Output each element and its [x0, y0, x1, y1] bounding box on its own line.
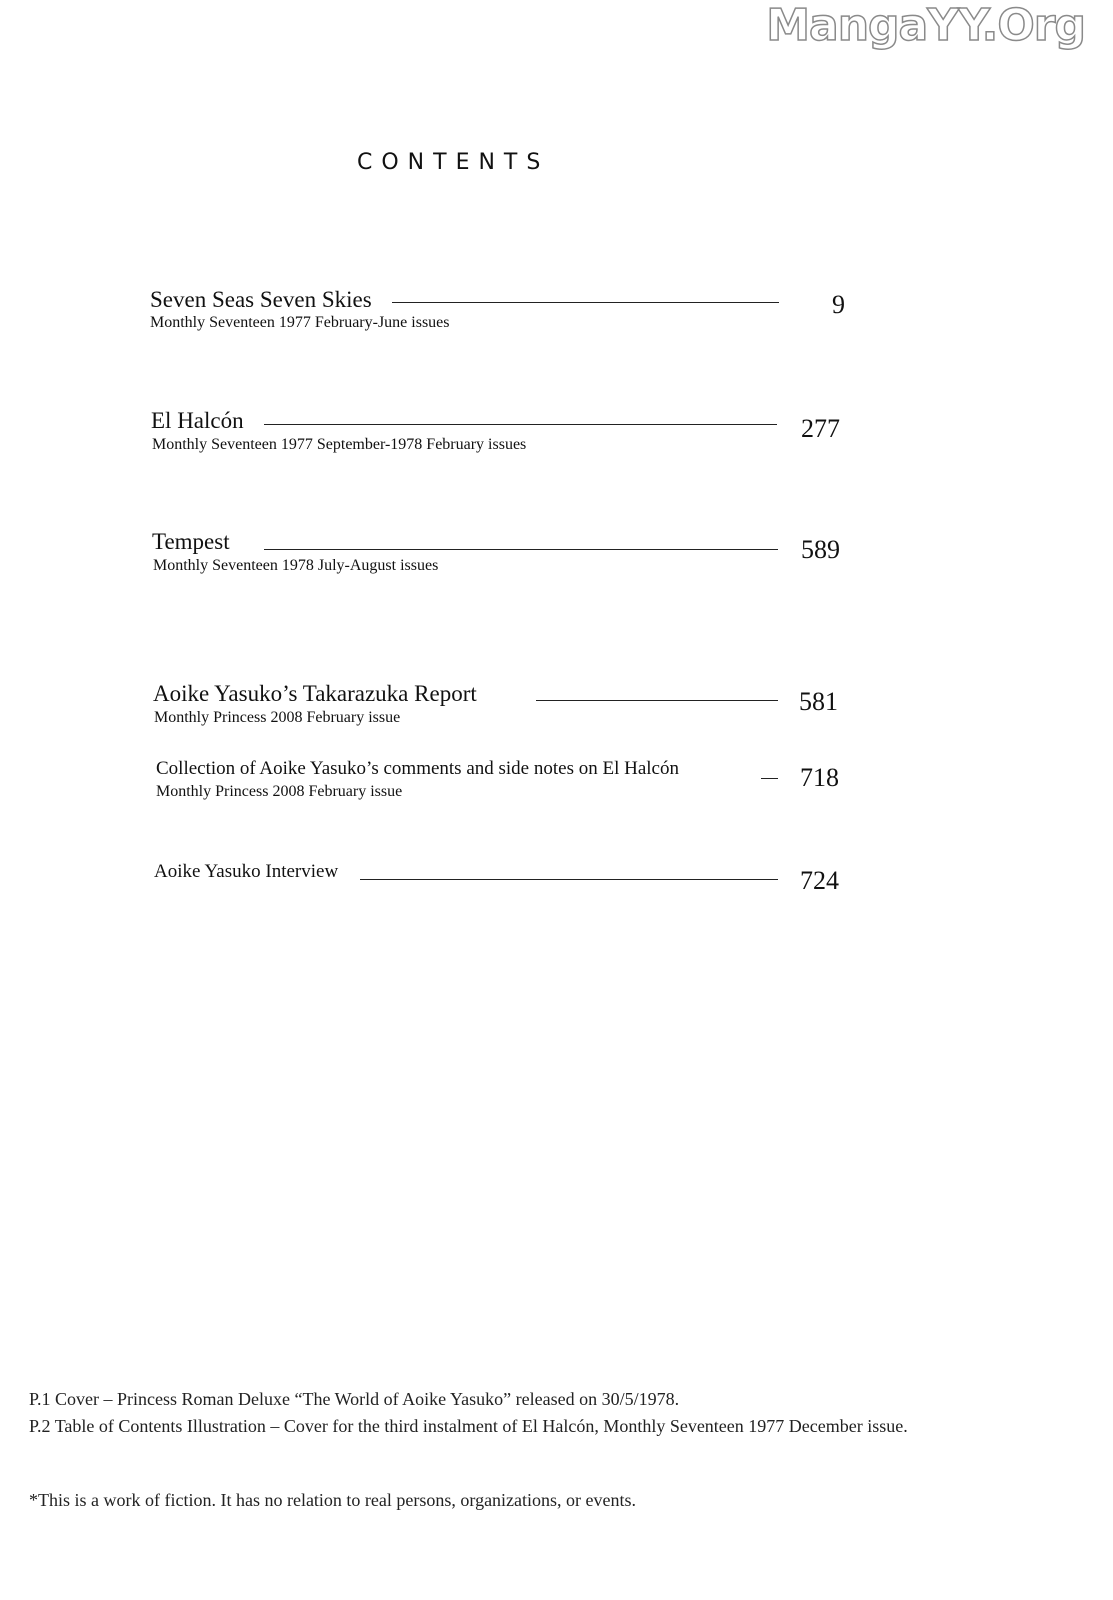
toc-entry-title: Aoike Yasuko’s Takarazuka Report	[153, 681, 477, 706]
toc-entry-subtitle: Monthly Seventeen 1977 September-1978 February issues	[152, 436, 527, 453]
credit-line-toc-illustration: P.2 Table of Contents Illustration – Cover for the third instalment of El Halcón, Monthly Seventeen 1977 December issue.	[29, 1416, 908, 1436]
toc-entry-subtitle: Monthly Seventeen 1977 February-June issues	[150, 314, 450, 331]
toc-page-number: 724	[800, 866, 839, 895]
site-watermark: MangaYY.Org	[766, 0, 1085, 51]
fiction-disclaimer: *This is a work of fiction. It has no relation to real persons, organizations, or events.	[29, 1490, 637, 1510]
leader-line	[264, 424, 777, 425]
leader-line	[536, 700, 778, 701]
toc-page-number: 9	[832, 290, 845, 319]
toc-entry-title: El Halcón	[151, 408, 244, 433]
toc-entry-title: Collection of Aoike Yasuko’s comments and side notes on El Halcón	[156, 758, 679, 779]
toc-page-number: 718	[800, 763, 839, 792]
contents-heading: CONTENTS	[357, 150, 550, 175]
leader-line	[360, 879, 778, 880]
leader-line	[264, 549, 778, 550]
toc-page-number: 589	[801, 535, 840, 564]
toc-entry-subtitle: Monthly Princess 2008 February issue	[156, 783, 403, 800]
toc-page-number: 581	[799, 687, 838, 716]
toc-entry-subtitle: Monthly Seventeen 1978 July-August issues	[153, 557, 439, 574]
credit-line-cover: P.1 Cover – Princess Roman Deluxe “The World of Aoike Yasuko” released on 30/5/1978.	[29, 1389, 680, 1409]
toc-entry-title: Aoike Yasuko Interview	[154, 861, 339, 882]
toc-entry-title: Seven Seas Seven Skies	[150, 287, 372, 312]
toc-entry-title: Tempest	[152, 529, 230, 554]
toc-page-number: 277	[801, 414, 840, 443]
toc-entry-subtitle: Monthly Princess 2008 February issue	[154, 709, 401, 726]
leader-line	[392, 302, 779, 303]
